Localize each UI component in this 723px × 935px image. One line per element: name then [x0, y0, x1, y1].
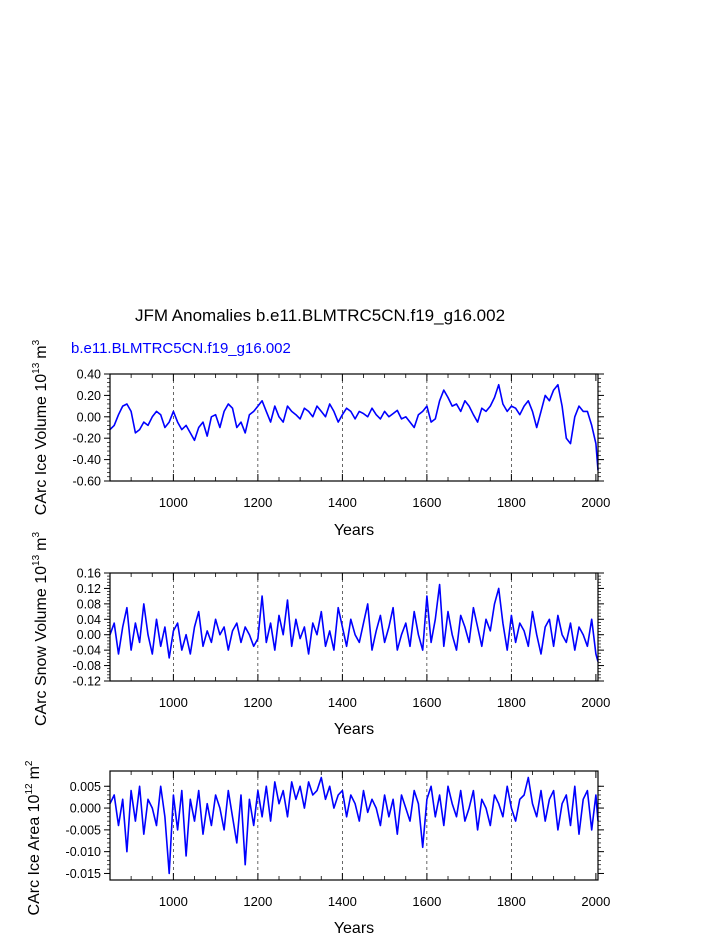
y-tick-label: 0.16 — [76, 566, 101, 581]
y-tick-label: -0.015 — [65, 866, 101, 881]
x-tick-label: 1800 — [496, 495, 526, 510]
plot-frame — [110, 573, 598, 681]
y-tick-label: -0.005 — [65, 823, 101, 838]
series-line — [110, 385, 598, 471]
y-tick-label: -0.04 — [72, 643, 101, 658]
y-tick-label: 0.005 — [69, 779, 101, 794]
y-tick-label: -0.20 — [72, 431, 101, 446]
y-axis-label: CArc Snow Volume $10^{13}m^3$ — [31, 531, 50, 727]
x-axis-label: Years — [333, 920, 375, 935]
series-line — [110, 585, 598, 662]
y-tick-label: 0.000 — [69, 801, 101, 816]
figure-title: JFM Anomalies b.e11.BLMTRC5CN.f19_g16.002 — [134, 306, 506, 325]
y-tick-label: 0.04 — [76, 612, 101, 627]
chart-panel-3 — [24, 760, 610, 935]
y-tick-label: 0.40 — [76, 367, 101, 382]
y-axis-label: CArc Ice Area $10^{12}m^2$ — [24, 760, 43, 916]
y-tick-label: -0.40 — [72, 453, 101, 468]
y-tick-label: -0.12 — [72, 674, 101, 689]
y-tick-label: -0.010 — [65, 845, 101, 860]
x-tick-label: 1600 — [412, 894, 442, 909]
y-tick-label: 0.20 — [76, 388, 101, 403]
x-tick-label: 1200 — [243, 695, 273, 710]
x-axis-label: Years — [333, 522, 375, 539]
chart-panel-2 — [31, 532, 610, 738]
y-tick-label: -0.08 — [72, 659, 101, 674]
x-tick-label: 1000 — [158, 695, 188, 710]
x-tick-label: 1000 — [158, 894, 188, 909]
y-tick-label: 0.12 — [76, 581, 101, 596]
x-tick-label: 1800 — [496, 894, 526, 909]
x-tick-label: 1400 — [327, 495, 357, 510]
x-tick-label: 1200 — [243, 894, 273, 909]
y-tick-label: 0.00 — [76, 410, 101, 425]
x-axis-label: Years — [333, 721, 375, 738]
y-tick-label: 0.08 — [76, 597, 101, 612]
y-tick-label: 0.00 — [76, 628, 101, 643]
case-label: b.e11.BLMTRC5CN.f19_g16.002 — [71, 340, 291, 357]
x-tick-label: 1400 — [327, 894, 357, 909]
x-tick-label: 1000 — [158, 495, 188, 510]
x-tick-label: 1200 — [243, 495, 273, 510]
y-tick-label: -0.60 — [72, 474, 101, 489]
chart-panel-1 — [31, 339, 610, 539]
x-tick-label: 2000 — [581, 495, 611, 510]
y-axis-label: CArc Ice Volume $10^{13}m^3$ — [31, 339, 50, 516]
x-tick-label: 1400 — [327, 695, 357, 710]
series-line — [110, 778, 598, 874]
x-tick-label: 1600 — [412, 695, 442, 710]
x-tick-label: 1800 — [496, 695, 526, 710]
x-tick-label: 2000 — [581, 695, 611, 710]
chart-panels — [24, 339, 610, 935]
plot-frame — [110, 771, 598, 880]
x-tick-label: 2000 — [581, 894, 611, 909]
x-tick-label: 1600 — [412, 495, 442, 510]
